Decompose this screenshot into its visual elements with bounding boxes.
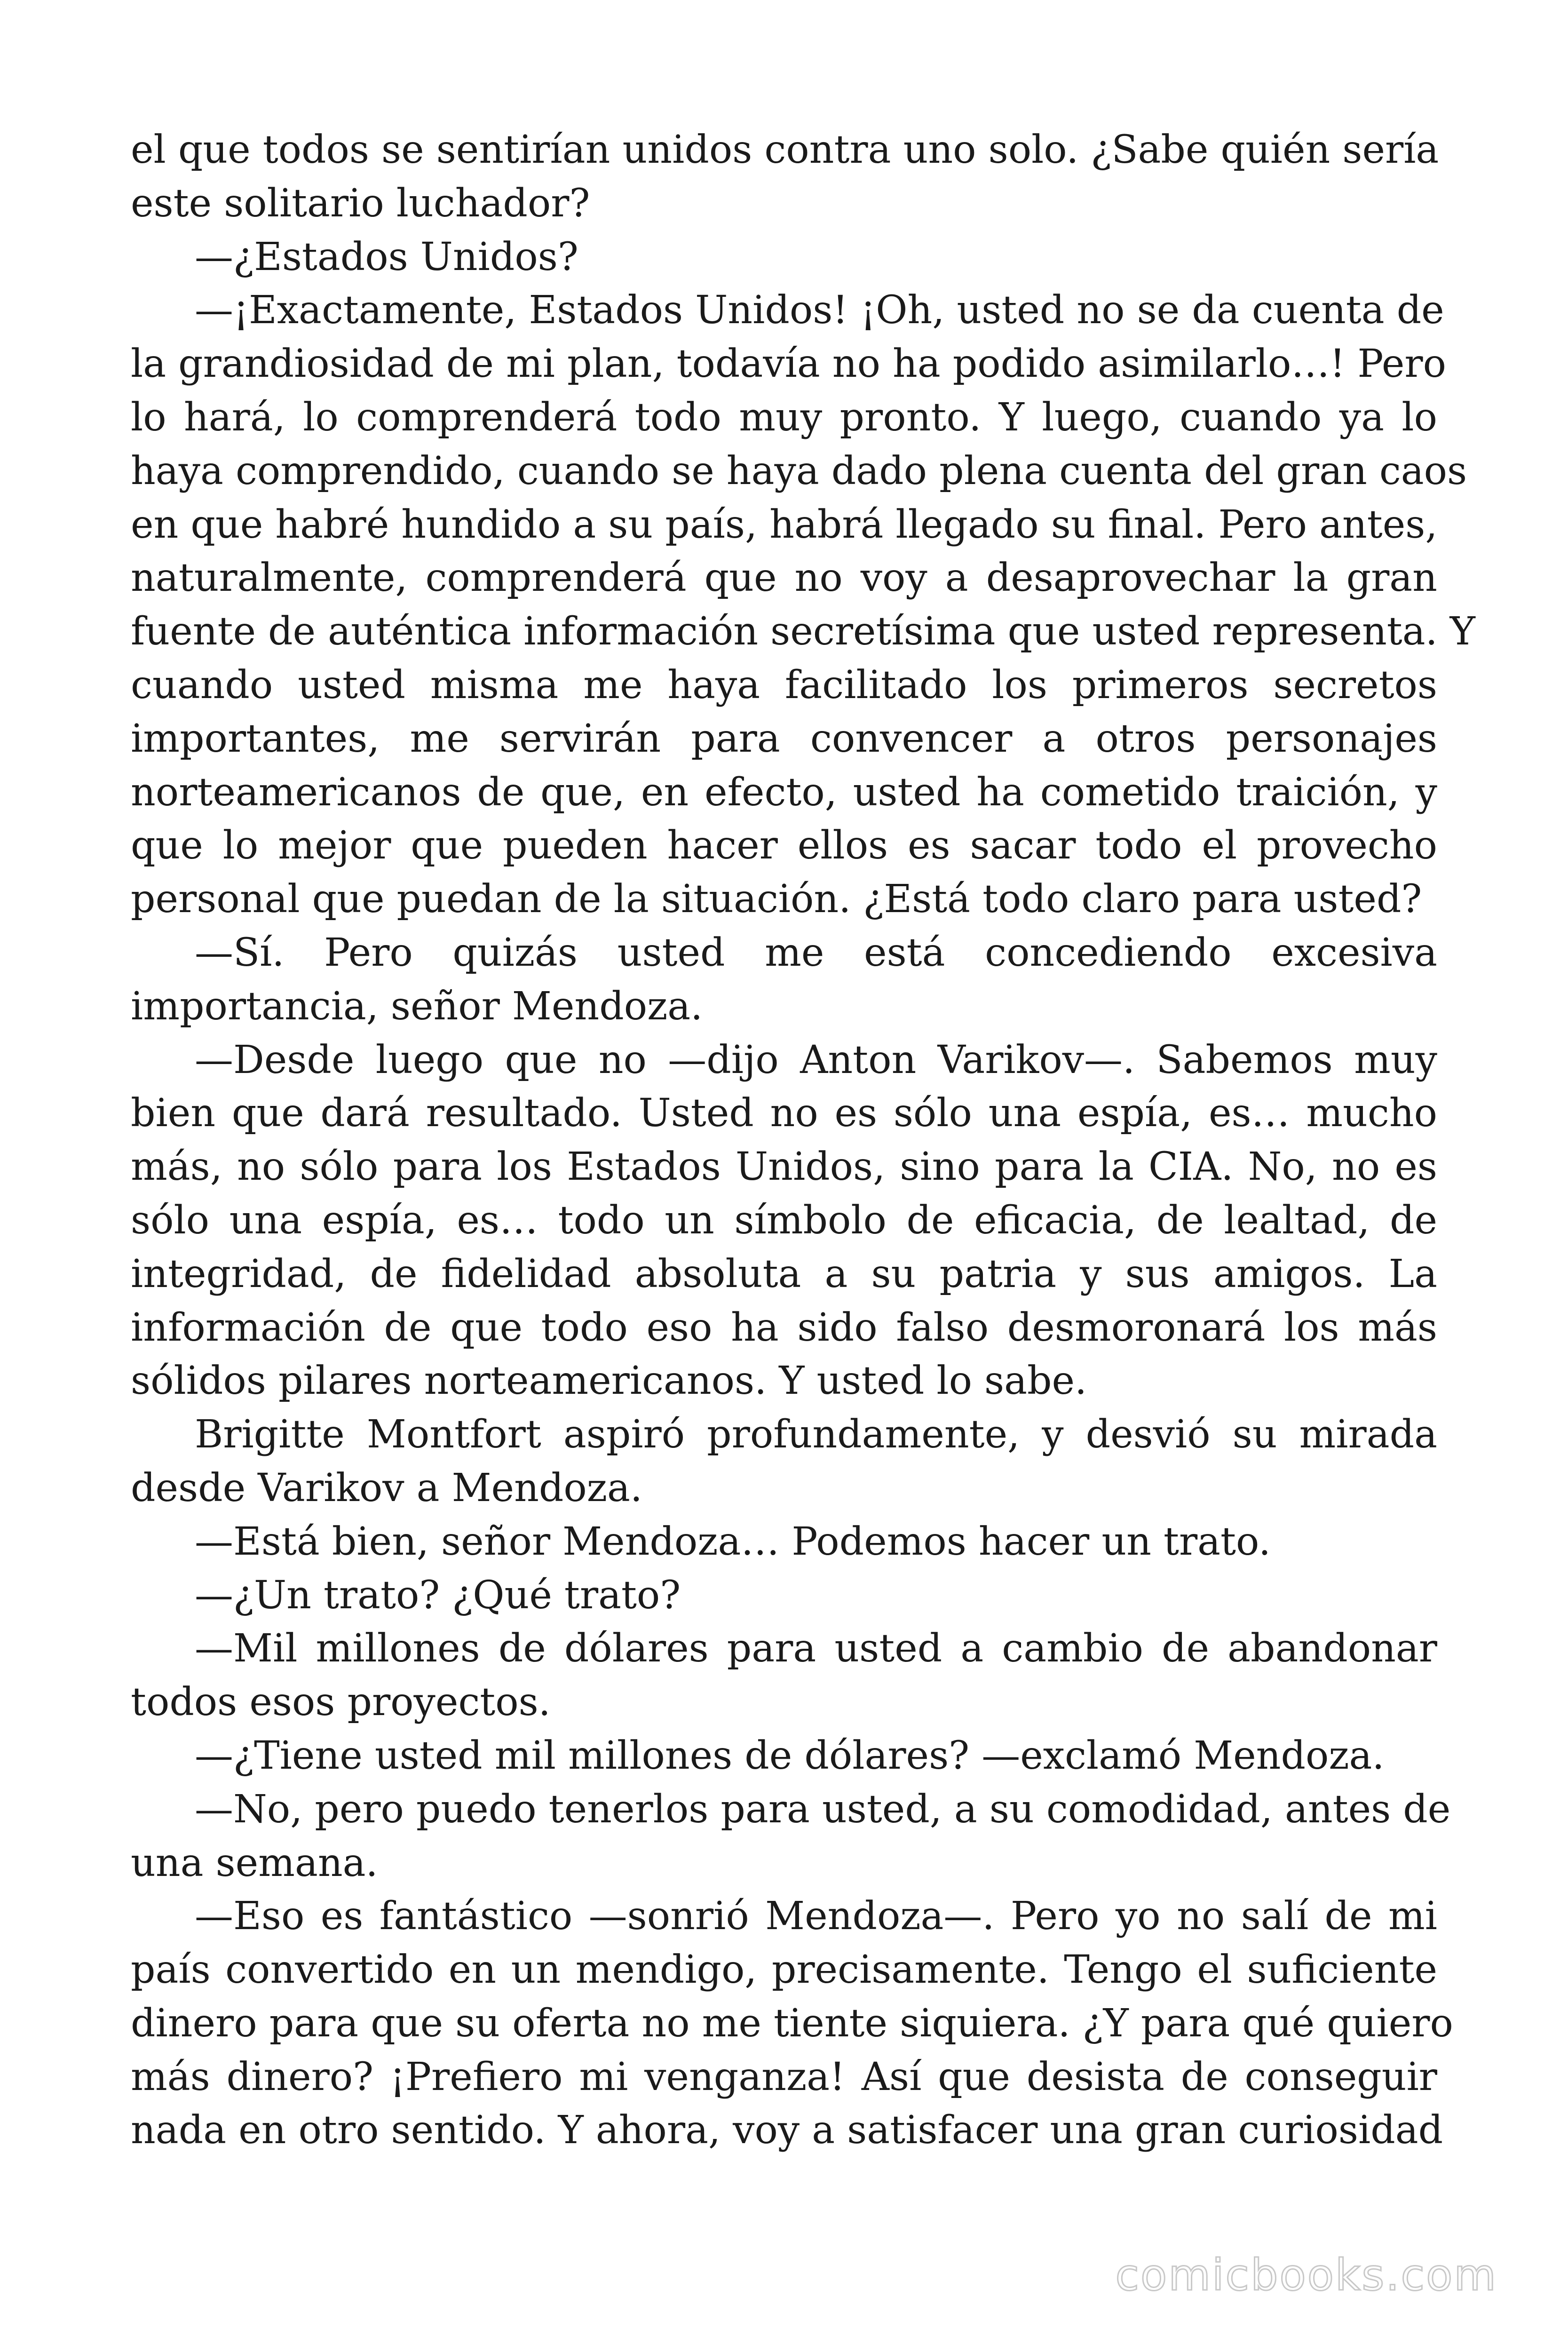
text-line: importancia, señor Mendoza.	[131, 984, 703, 1029]
text-line: lo hará, lo comprenderá todo muy pronto. Y luego, cuando ya lo	[131, 395, 1437, 440]
text-line: que lo mejor que pueden hacer ellos es sacar todo el provecho	[131, 823, 1437, 868]
text-line: nada en otro sentido. Y ahora, voy a satisfacer una gran curiosidad	[131, 2108, 1443, 2153]
text-line: —Mil millones de dólares para usted a cambio de abandonar	[195, 1626, 1437, 1671]
text-line: una semana.	[131, 1840, 378, 1885]
text-line: sólidos pilares norteamericanos. Y usted lo sabe.	[131, 1359, 1087, 1404]
text-line: el que todos se sentirían unidos contra uno solo. ¿Sabe quién sería	[131, 127, 1439, 172]
text-line: más, no sólo para los Estados Unidos, sino para la CIA. No, no es	[131, 1144, 1437, 1190]
text-line: haya comprendido, cuando se haya dado plena cuenta del gran caos	[131, 448, 1467, 493]
text-line: —Está bien, señor Mendoza… Podemos hacer un trato.	[195, 1519, 1271, 1564]
text-line: —No, pero puedo tenerlos para usted, a su comodidad, antes de	[195, 1787, 1451, 1832]
text-line: —¡Exactamente, Estados Unidos! ¡Oh, usted no se da cuenta de	[195, 288, 1444, 333]
text-line: —Desde luego que no —dijo Anton Varikov—. Sabemos muy	[195, 1037, 1437, 1082]
text-line: sólo una espía, es… todo un símbolo de eficacia, de lealtad, de	[131, 1198, 1437, 1243]
text-line: bien que dará resultado. Usted no es sólo una espía, es… mucho	[131, 1091, 1437, 1136]
text-line: integridad, de fidelidad absoluta a su patria y sus amigos. La	[131, 1251, 1437, 1296]
text-line: desde Varikov a Mendoza.	[131, 1465, 642, 1510]
text-line: en que habré hundido a su país, habrá llegado su final. Pero antes,	[131, 502, 1438, 547]
text-line: naturalmente, comprenderá que no voy a desaprovechar la gran	[131, 556, 1437, 601]
text-line: cuando usted misma me haya facilitado los primeros secretos	[131, 662, 1437, 707]
text-line: este solitario luchador?	[131, 181, 590, 226]
text-line: más dinero? ¡Prefiero mi venganza! Así que desista de conseguir	[131, 2054, 1437, 2099]
text-line: Brigitte Montfort aspiró profundamente, y desvió su mirada	[195, 1412, 1437, 1457]
text-line: dinero para que su oferta no me tiente siquiera. ¿Y para qué quiero	[131, 2001, 1453, 2046]
text-line: —¿Un trato? ¿Qué trato?	[195, 1573, 681, 1618]
text-line: —¿Estados Unidos?	[195, 234, 578, 279]
text-line: importantes, me servirán para convencer a otros personajes	[131, 716, 1437, 761]
text-line: información de que todo eso ha sido falso desmoronará los más	[131, 1305, 1437, 1350]
watermark-logo: comicbooks.com	[1115, 2250, 1497, 2300]
text-line: —¿Tiene usted mil millones de dólares? —exclamó Mendoza.	[195, 1733, 1385, 1778]
text-line: la grandiosidad de mi plan, todavía no ha podido asimilarlo…! Pero	[131, 342, 1446, 387]
text-line: país convertido en un mendigo, precisamente. Tengo el suficiente	[131, 1947, 1437, 1993]
text-line: —Sí. Pero quizás usted me está concediendo excesiva	[195, 930, 1437, 975]
text-line: personal que puedan de la situación. ¿Está todo claro para usted?	[131, 877, 1422, 922]
page-body-text	[131, 123, 1475, 2157]
text-line: todos esos proyectos.	[131, 1680, 551, 1725]
text-line: norteamericanos de que, en efecto, usted ha cometido traición, y	[131, 770, 1437, 815]
text-line: —Eso es fantástico —sonrió Mendoza—. Pero yo no salí de mi	[195, 1894, 1437, 1939]
text-line: fuente de auténtica información secretísima que usted representa. Y	[131, 609, 1475, 654]
